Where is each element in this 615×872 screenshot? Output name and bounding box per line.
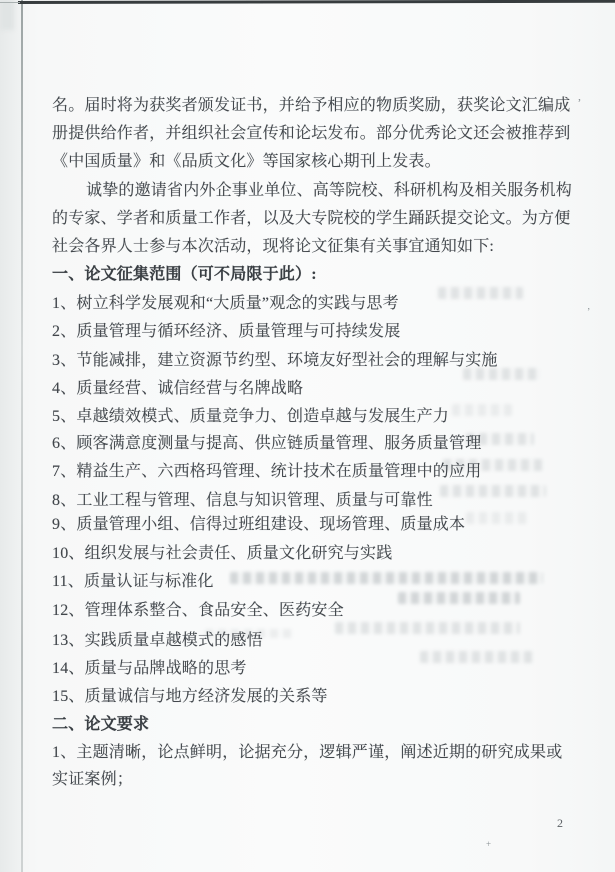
bleed-through-mark: [438, 287, 523, 299]
scope-list-item: 12、管理体系整合、食品安全、医药安全: [52, 602, 344, 619]
document-line: 诚挚的邀请省内外企事业单位、高等院校、科研机构及相关服务机构: [86, 182, 573, 199]
ink-speck: ’: [587, 307, 591, 318]
document-line: 实证案例；: [52, 771, 134, 788]
scan-left-margin: [0, 0, 21, 872]
scope-list-item: 14、质量与品牌战略的思考: [52, 660, 247, 677]
bleed-through-mark: [452, 404, 512, 416]
scope-list-item: 6、顾客满意度测量与提高、供应链质量管理、服务质量管理: [52, 435, 482, 452]
scope-list-item: 2、质量管理与循环经济、质量管理与可持续发展: [52, 323, 401, 340]
scope-list-item: 8、工业工程与管理、信息与知识管理、质量与可靠性: [52, 492, 433, 509]
bleed-through-mark: [230, 572, 543, 584]
bleed-through-mark: [420, 651, 533, 663]
document-line: 册提供给作者，并组织社会宣传和论坛发布。部分优秀论文还会被推荐到: [52, 125, 571, 142]
scope-list-item: 7、精益生产、六西格玛管理、统计技术在质量管理中的应用: [52, 463, 482, 480]
scope-list-item: 9、质量管理小组、信得过班组建设、现场管理、质量成本: [52, 516, 466, 533]
scope-list-item: 4、质量经营、诚信经营与名牌战略: [52, 380, 304, 397]
bleed-through-mark: [398, 592, 520, 604]
ink-speck: +: [486, 839, 492, 849]
section1-heading: 一、论文征集范围（可不局限于此）:: [52, 266, 317, 283]
ink-speck: ,: [578, 89, 581, 103]
document-line: 的专家、学者和质量工作者，以及大专院校的学生踊跃提交论文。为方便: [52, 210, 571, 227]
scope-list-item: 1、树立科学发展观和“大质量”观念的实践与思考: [52, 295, 399, 312]
document-line: 名。届时将为获奖者颁发证书，并给予相应的物质奖励，获奖论文汇编成: [52, 97, 571, 114]
scope-list-item: 11、质量认证与标准化: [52, 573, 214, 590]
scan-top-edge: [18, 0, 615, 4]
scan-top-edge-left: [0, 2, 20, 3]
scope-list-item: 5、卓越绩效模式、质量竞争力、创造卓越与发展生产力: [52, 408, 450, 425]
bleed-through-mark: [440, 485, 546, 497]
bleed-through-mark: [335, 622, 520, 634]
bleed-through-mark: [466, 512, 528, 524]
scope-list-item: 10、组织发展与社会责任、质量文化研究与实践: [52, 545, 393, 562]
scope-list-item: 15、质量诚信与地方经济发展的关系等: [52, 688, 328, 705]
section2-heading: 二、论文要求: [52, 716, 150, 733]
document-line: 社会各界人士参与本次活动，现将论文征集有关事宜通知如下:: [52, 238, 495, 255]
scope-list-item: 3、节能减排，建立资源节约型、环境友好型社会的理解与实施: [52, 352, 498, 369]
scan-corner-smudge: [0, 0, 14, 30]
document-line: 《中国质量》和《品质文化》等国家核心期刊上发表。: [52, 153, 441, 170]
page-fold-line: [21, 0, 23, 872]
scope-list-item: 13、实践质量卓越模式的感悟: [52, 632, 263, 649]
page-number: 2: [557, 816, 563, 830]
document-line: 1、主题清晰，论点鲜明，论据充分，逻辑严谨，阐述近期的研究成果或: [52, 744, 563, 761]
